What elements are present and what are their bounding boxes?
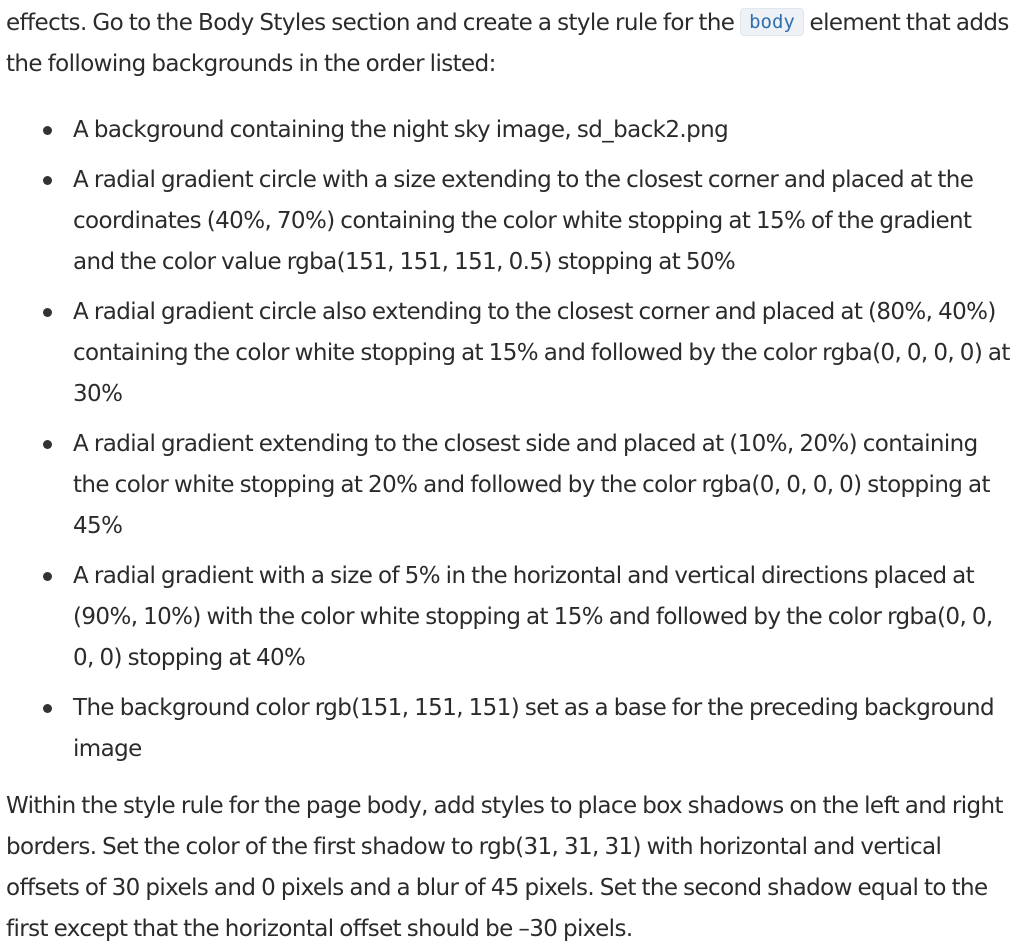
background-list <box>0 110 1016 779</box>
list-item: A radial gradient with a size of 5% in the horizontal and vertical directions placed at (90%, 10%) with the color white stopping at 15% and followed by the color rgba(0, 0, 0, 0) stopping at 40% <box>0 556 1016 679</box>
body-code-snippet: body <box>740 8 804 36</box>
list-item: A background containing the night sky image, sd_back2.png <box>0 110 1016 151</box>
list-item: A radial gradient circle also extending to the closest corner and placed at (80%, 40%) containing the color white stopping at 15% and followed by the color rgba(0, 0, 0, 0) at 30% <box>0 292 1016 415</box>
intro-text-after: element that adds the following backgrounds in the order listed: <box>6 10 1009 77</box>
intro-text-before: effects. Go to the Body Styles section and create a style rule for the <box>6 10 741 36</box>
list-item: A radial gradient circle with a size extending to the closest corner and placed at the coordinates (40%, 70%) containing the color white stopping at 15% of the gradient and the color value rgba(151, 151, 151, 0.5) stopping at 50% <box>0 160 1016 283</box>
list-item: The background color rgb(151, 151, 151) set as a base for the preceding background image <box>0 688 1016 770</box>
list-item: A radial gradient extending to the closest side and placed at (10%, 20%) containing the color white stopping at 20% and followed by the color rgba(0, 0, 0, 0) stopping at 45% <box>0 424 1016 547</box>
intro-paragraph <box>6 2 1014 85</box>
box-shadow-paragraph: Within the style rule for the page body, add styles to place box shadows on the left and right borders. Set the color of the first shadow to rgb(31, 31, 31) with horizontal and vertical offsets of 30 pixels and 0 pixels and a blur of 45 pixels. Set the second shadow equal to the first except that the horizontal offset should be –30 pixels. <box>6 793 1003 942</box>
